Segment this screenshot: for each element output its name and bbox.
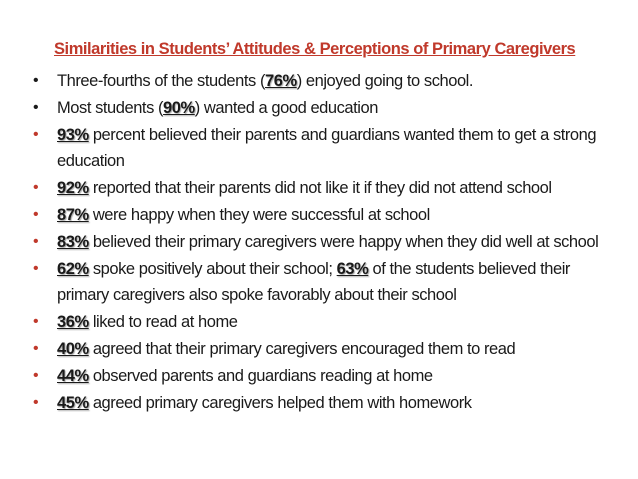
item-text: agreed primary caregivers helped them with homework [88,393,472,412]
percentage-value: 40% [57,339,89,358]
item-text: liked to read at home [88,313,238,332]
item-text: Three-fourths of the students ( [57,72,265,90]
item-text: percent believed their parents and guardians wanted them to get a strong education [57,125,597,171]
bullet-marker: • [33,366,39,384]
item-text: ) wanted a good education [194,98,378,117]
percentage-value: 87% [57,205,89,224]
percentage-value: 92% [57,179,89,198]
bullet-item [0,122,638,176]
bullet-item [0,202,638,229]
bullet-marker: • [33,313,39,331]
item-text: of the students believed their primary caregivers also spoke favorably about their school [57,259,570,305]
bullet-marker: • [33,259,39,277]
bullet-marker: • [33,125,39,143]
bullet-item [0,363,638,390]
item-text: reported that their parents did not like it if they did not attend school [88,179,552,198]
percentage-value: 76% [265,72,297,90]
bullet-item [0,68,638,95]
bullet-marker: • [33,72,39,89]
item-text: spoke positively about their school; [88,259,337,278]
item-text: agreed that their primary caregivers encouraged them to read [88,339,516,358]
item-text: observed parents and guardians reading at home [88,366,433,385]
percentage-value: 93% [57,125,89,144]
bullet-item [0,229,638,256]
bullet-marker: • [33,179,39,197]
bullet-item [0,390,638,417]
bullet-marker: • [33,393,39,411]
bullet-item [0,175,638,202]
percentage-value: 44% [57,366,89,385]
bullet-item [0,256,638,310]
bullet-item [0,336,638,363]
bullet-marker: • [33,98,39,116]
percentage-value: 45% [57,393,89,412]
percentage-value: 36% [57,313,89,332]
item-text: believed their primary caregivers were happy when they did well at school [88,232,599,251]
bullet-marker: • [33,205,39,223]
bullet-item [0,95,638,122]
percentage-value: 90% [163,98,195,117]
slide-title: Similarities in Students’ Attitudes & Perceptions of Primary Caregivers [54,40,576,58]
item-text: Most students ( [57,98,164,117]
bullet-item [0,309,638,336]
bullet-list [0,68,638,416]
percentage-value: 62% [57,259,89,278]
bullet-marker: • [33,339,39,357]
bullet-marker: • [33,232,39,250]
percentage-value: 83% [57,232,89,251]
item-text: were happy when they were successful at school [88,205,430,224]
percentage-value: 63% [336,259,369,278]
item-text: ) enjoyed going to school. [296,72,474,90]
